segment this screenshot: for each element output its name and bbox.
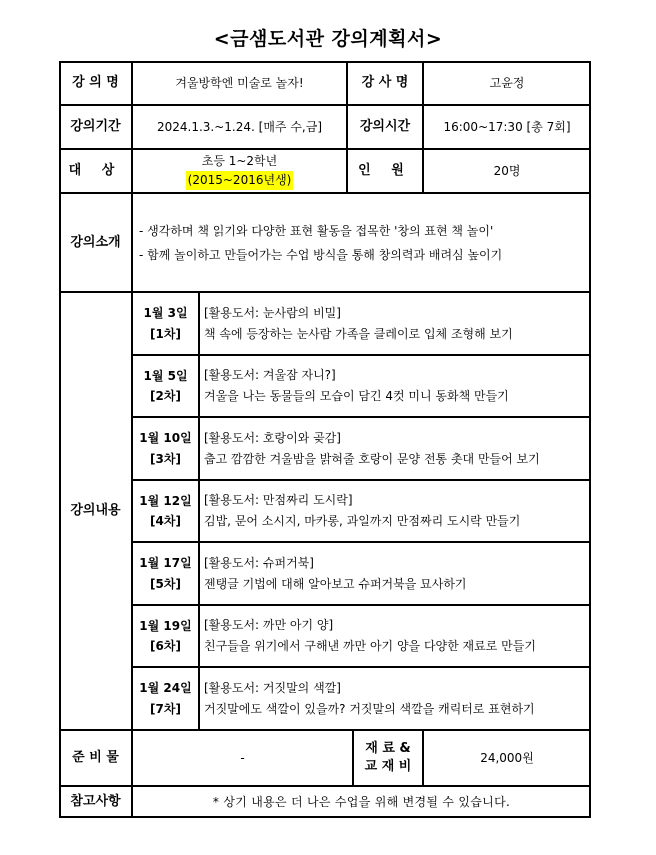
time-value: 16:00~17:30 [총 7회] (423, 105, 591, 149)
session-number: [2차] (150, 389, 181, 403)
target-value (132, 149, 347, 193)
session-book: [활용도서: 호랑이와 곶감] (204, 430, 341, 445)
session-detail (199, 480, 591, 542)
session-date-cell (132, 605, 199, 667)
lecture-plan-table (59, 61, 591, 818)
headcount-label: 인 원 (347, 149, 423, 193)
headcount-value: 20명 (423, 149, 591, 193)
session-date: 1월 17일 (139, 556, 192, 571)
intro-label: 강의소개 (59, 193, 132, 292)
session-activity: 책 속에 등장하는 눈사람 가족을 클레이로 입체 조형해 보기 (204, 326, 513, 341)
instructor-label: 강 사 명 (347, 61, 423, 105)
session-date: 1월 5일 (143, 368, 188, 383)
intro-line: - 생각하며 책 읽기와 다양한 표현 활동을 접목한 '창의 표현 책 놀이' (139, 223, 494, 238)
time-label: 강의시간 (347, 105, 423, 149)
session-number: [5차] (150, 576, 181, 591)
session-detail (199, 542, 591, 605)
note-label: 참고사항 (59, 786, 132, 818)
session-number: [3차] (150, 451, 181, 466)
fee-label-line: 재 료 & (365, 740, 411, 756)
session-detail (199, 667, 591, 730)
session-number: [4차] (150, 514, 181, 528)
session-activity: 친구들을 위기에서 구해낸 까만 아기 양을 다양한 재료로 만들기 (204, 639, 536, 653)
instructor-value: 고윤정 (423, 61, 591, 105)
session-activity: 춥고 깜깜한 겨울밤을 밝혀줄 호랑이 문양 전통 촛대 만들어 보기 (204, 451, 540, 466)
session-activity: 김밥, 문어 소시지, 마카롱, 과일까지 만점짜리 도시락 만들기 (204, 514, 521, 528)
session-detail (199, 605, 591, 667)
course-name-label: 강 의 명 (59, 61, 132, 105)
fee-label-line: 교 재 비 (364, 759, 412, 774)
session-date-cell (132, 417, 199, 480)
note-value: * 상기 내용은 더 나은 수업을 위해 변경될 수 있습니다. (132, 786, 591, 818)
session-book: [활용도서: 슈퍼거북] (204, 555, 314, 570)
session-book: [활용도서: 만점짜리 도시락] (204, 493, 353, 507)
session-date: 1월 12일 (139, 493, 192, 508)
target-grade: 초등 1~2학년 (201, 154, 278, 169)
supplies-value: - (132, 730, 353, 786)
document-title: <금샘도서관 강의계획서> (213, 28, 443, 50)
session-detail (199, 292, 591, 355)
session-date-cell (132, 480, 199, 542)
content-label: 강의내용 (59, 292, 132, 730)
session-date: 1월 3일 (143, 306, 188, 321)
session-date: 1월 19일 (139, 618, 192, 633)
session-date-cell (132, 542, 199, 605)
session-activity: 젠탱글 기법에 대해 알아보고 슈퍼거북을 묘사하기 (204, 576, 467, 591)
session-detail (199, 417, 591, 480)
target-birth-years: (2015~2016년생) (186, 171, 294, 190)
session-number: [7차] (150, 701, 181, 716)
period-value: 2024.1.3.~1.24. [매주 수,금] (132, 105, 347, 149)
session-book: [활용도서: 거짓말의 색깔] (204, 680, 341, 695)
session-activity: 거짓말에도 색깔이 있을까? 거짓말의 색깔을 캐릭터로 표현하기 (204, 701, 535, 716)
course-name-value: 겨울방학엔 미술로 놀자! (132, 61, 347, 105)
supplies-label: 준 비 물 (59, 730, 132, 786)
session-date: 1월 10일 (139, 431, 192, 446)
session-book: [활용도서: 겨울잠 자니?] (204, 368, 336, 382)
period-label: 강의기간 (59, 105, 132, 149)
session-number: [1차] (150, 326, 181, 341)
target-label: 대 상 (59, 149, 132, 193)
session-date-cell (132, 355, 199, 417)
session-date-cell (132, 667, 199, 730)
session-book: [활용도서: 눈사람의 비밀] (204, 305, 341, 320)
session-date-cell (132, 292, 199, 355)
intro-text (132, 193, 591, 292)
session-activity: 겨울을 나는 동물들의 모습이 담긴 4컷 미니 동화책 만들기 (204, 389, 509, 403)
session-date: 1월 24일 (139, 681, 192, 696)
fee-value: 24,000원 (423, 730, 591, 786)
session-number: [6차] (150, 639, 181, 653)
fee-label (353, 730, 423, 786)
session-detail (199, 355, 591, 417)
session-book: [활용도서: 까만 아기 양] (204, 618, 334, 632)
intro-line: - 함께 놀이하고 만들어가는 수업 방식을 통해 창의력과 배려심 높이기 (139, 247, 503, 262)
